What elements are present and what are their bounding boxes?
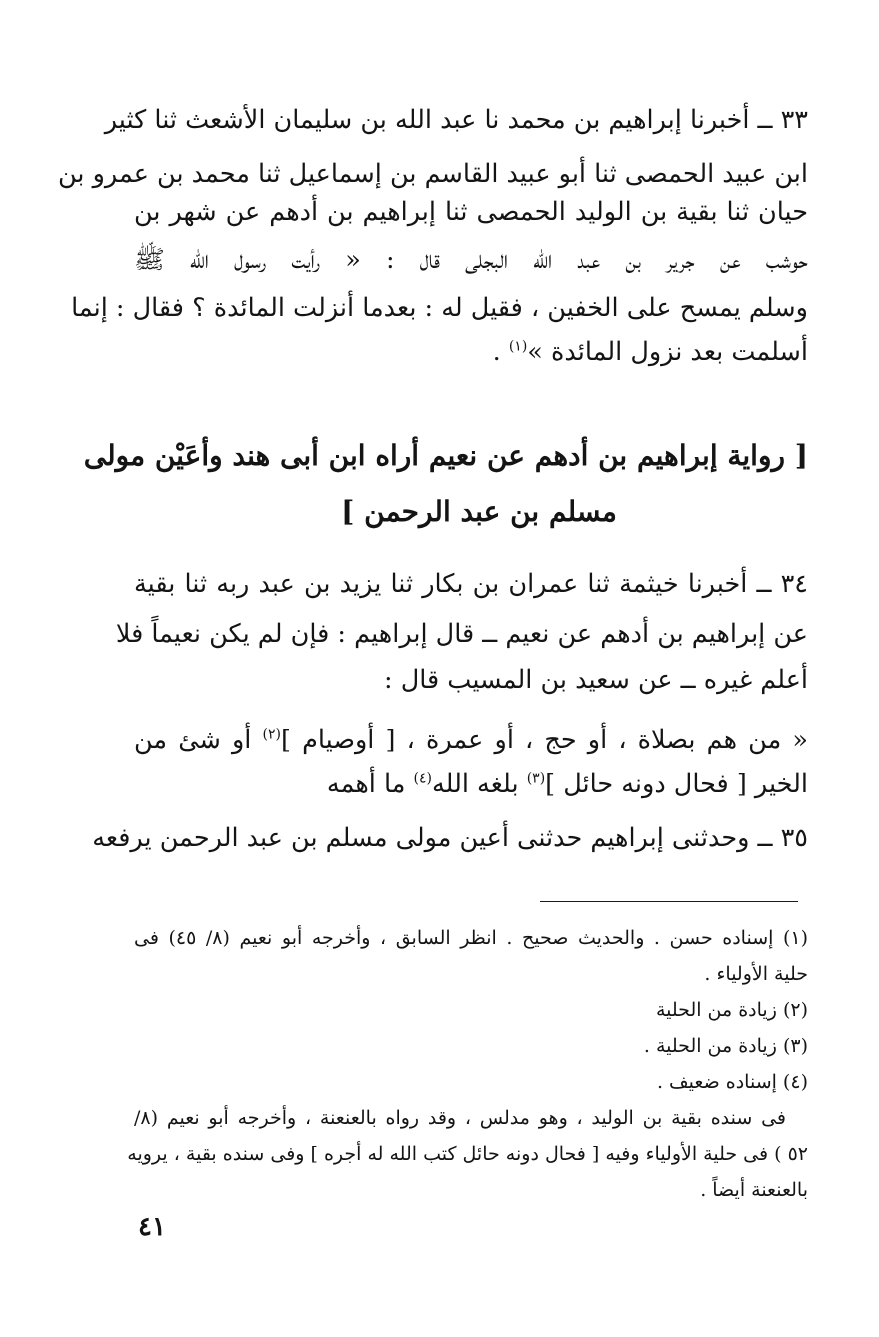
section-heading-line-1: [ رواية إبراهيم بن أدهم عن نعيم أراه ابن أبى هند وأعَيْن مولى	[83, 439, 808, 472]
footnote-2: (٢) زيادة من الحلية	[655, 999, 808, 1021]
hadith-33-line-2: ابن عبيد الحمصى ثنا أبو عبيد القاسم بن إسماعيل ثنا محمد بن عمرو بن	[57, 159, 808, 189]
hadith-33-last-line	[134, 324, 808, 381]
footnote-separator	[540, 901, 798, 902]
quote-line-2	[134, 756, 808, 813]
footnote-ref-3: (٣)	[526, 770, 546, 787]
quote-line-2-mid: بلغه الله	[431, 769, 527, 799]
hadith-33-line-4: حوشب عن جرير بن عبد الله البجلى قال : « رأيت رسول الله ﷺ	[134, 245, 808, 275]
hadith-34-last-line: أعلم غيره ــ عن سعيد بن المسيب قال :	[384, 665, 808, 695]
quote-line-1-text: « من هم بصلاة ، أو حج ، أو عمرة ، [ أوصيام ]	[280, 725, 808, 755]
hadith-34-line-2: عن إبراهيم بن أدهم عن نعيم ــ قال إبراهيم : فإن لم يكن نعيماً فلا	[115, 619, 808, 649]
footnote-1-line-1: (١) إسناده حسن . والحديث صحيح . انظر السابق ، وأخرجه أبو نعيم (٨/ ٤٥) فى	[134, 927, 809, 949]
hadith-33-end-mark: .	[492, 337, 509, 367]
footnote-1-line-2: حلية الأولياء .	[704, 963, 808, 985]
quote-line-2-end: ما أهمه	[326, 769, 414, 799]
hadith-34-line-1: ٣٤ ــ أخبرنا خيثمة ثنا عمران بن بكار ثنا يزيد بن عبد ربه ثنا بقية	[134, 569, 808, 599]
section-heading	[83, 428, 808, 540]
footnote-ref-1: (١)	[508, 338, 528, 355]
footnote-4-detail-line-3: بالعنعنة أيضاً .	[700, 1179, 808, 1201]
hadith-35-line: ٣٥ ــ وحدثنى إبراهيم حدثنى أعين مولى مسلم بن عبد الرحمن يرفعه	[92, 823, 808, 853]
footnote-4: (٤) إسناده ضعيف .	[656, 1071, 808, 1093]
footnote-3: (٣) زيادة من الحلية .	[643, 1035, 808, 1057]
hadith-33-line-5: وسلم يمسح على الخفين ، فقيل له : بعدما أنزلت المائدة ؟ فقال : إنما	[71, 293, 808, 323]
quote-line-1-end: أو شئ من	[134, 725, 263, 755]
hadith-33-line-3: حيان ثنا بقية بن الوليد الحمصى ثنا إبراهيم بن أدهم عن شهر بن	[134, 197, 808, 227]
quote-line-2-text: الخير [ فحال دونه حائل ]	[545, 769, 808, 799]
footnotes	[127, 920, 809, 1208]
footnote-ref-4: (٤)	[413, 770, 432, 787]
footnote-4-detail-line-1: فى سنده بقية بن الوليد ، وهو مدلس ، وقد رواه بالعنعنة ، وأخرجه أبو نعيم (٨/	[134, 1107, 786, 1129]
section-heading-line-2: مسلم بن عبد الرحمن ]	[341, 495, 617, 528]
hadith-33-closing-text: أسلمت بعد نزول المائدة »	[527, 337, 808, 367]
page-number: ٤١	[138, 1212, 166, 1242]
hadith-33-line-1: ٣٣ ــ أخبرنا إبراهيم بن محمد نا عبد الله بن سليمان الأشعث ثنا كثير	[104, 105, 808, 135]
footnote-4-detail-line-2: ٥٢ ) فى حلية الأولياء وفيه [ فحال دونه حائل كتب الله له أجره ] وفى سنده بقية ، يرويه	[127, 1143, 808, 1165]
footnote-ref-2: (٢)	[262, 726, 281, 743]
